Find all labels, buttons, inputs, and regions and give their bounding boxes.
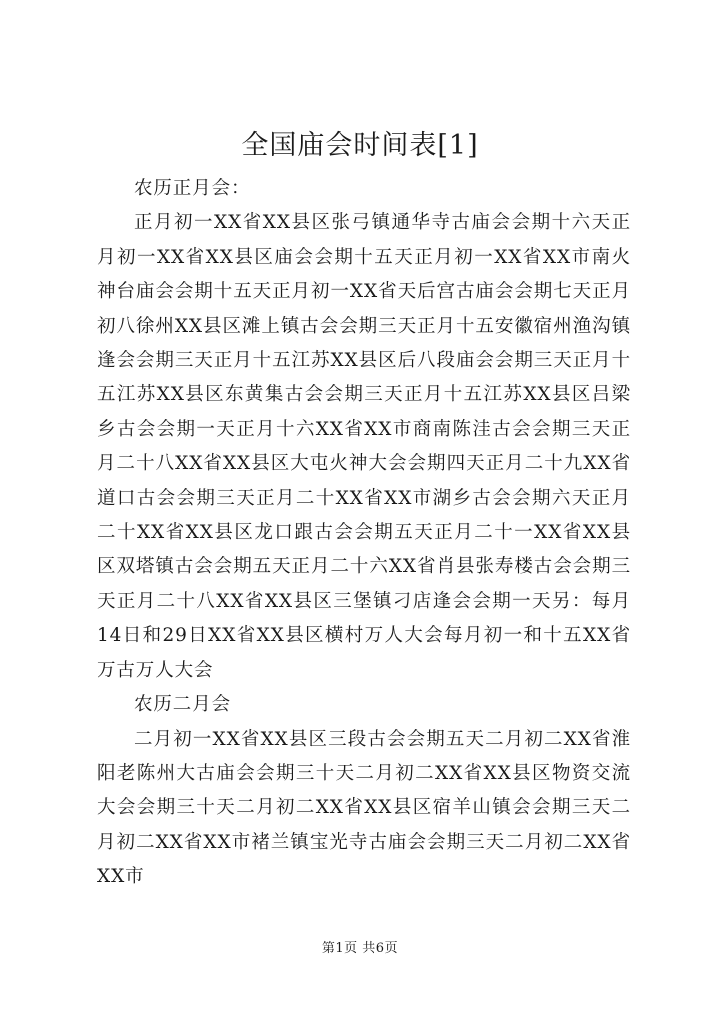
section-heading-first-month: 农历正月会： bbox=[134, 178, 251, 199]
page-number-footer: 第1页 共6页 bbox=[321, 941, 399, 956]
document-title: 全国庙会时间表[1] bbox=[241, 130, 479, 161]
section-content-first-month: 正月初一XX省XX县区张弓镇通华寺古庙会会期十六天正月初一XX省XX县区庙会会期十五天正月初一XX省XX市南火神台庙会会期十五天正月初一XX省天后宫古庙会会期七天正月初八徐州XX县区滩上镇古会会期三天正月十五安徽宿州渔沟镇逢会会期三天正月十五江苏XX县区后八段庙会会期三天正月十五江苏XX县区东黄集古会会期三天正月十五江苏XX县区吕梁乡古会会期一天正月十六XX省XX市商南陈洼古会会期三天正月二十八XX省XX县区大屯火神大会会期四天正月二十九XX省道口古会会期三天正月二十XX省XX市湖乡古会会期六天正月二十XX省XX县区龙口跟古会会期五天正月二十一XX省XX县区双塔镇古会会期五天正月二十六XX省肖县张寿楼古会会期三天正月二十八XX省XX县区三堡镇刁店逢会会期一天另：每月14日和29日XX省XX县区横村万人大会每月初一和十五XX省万古万人大会 bbox=[97, 212, 631, 681]
document-body bbox=[97, 172, 631, 895]
section-heading-second-month: 农历二月会 bbox=[134, 694, 232, 716]
section-content-second-month: 二月初一XX省XX县区三段古会会期五天二月初二XX省淮阳老陈州大古庙会会期三十天二月初二XX省XX县区物资交流大会会期三十天二月初二XX省XX县区宿羊山镇会会期三天二月初二XX省XX市褚兰镇宝光寺古庙会会期三天二月初二XX省XX市 bbox=[97, 728, 631, 888]
